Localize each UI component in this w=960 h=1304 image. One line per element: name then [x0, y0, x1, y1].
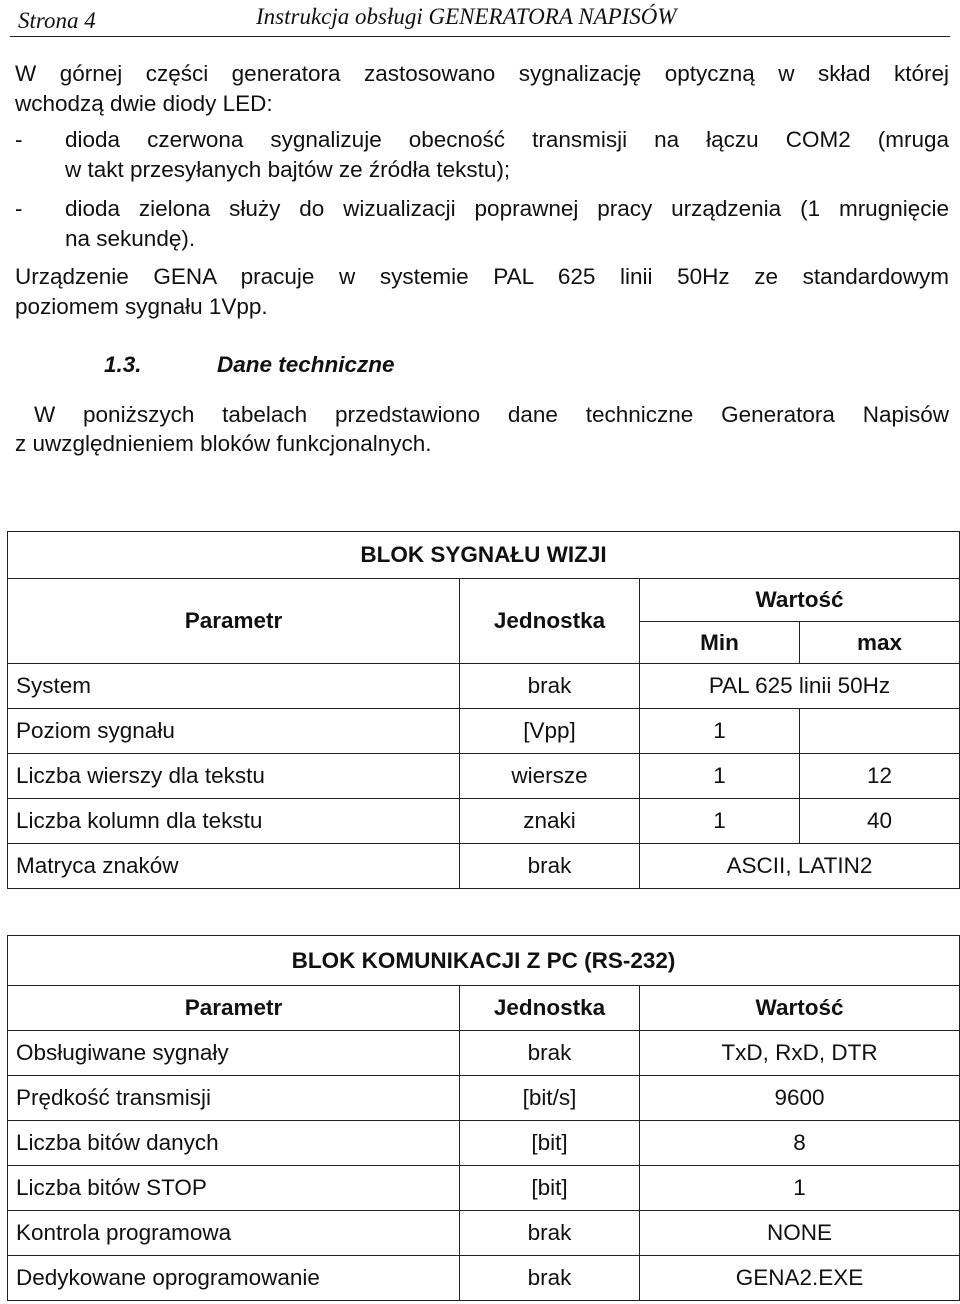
table-row	[8, 1121, 960, 1166]
table-row	[8, 664, 960, 709]
section-number: 1.3.	[104, 352, 142, 377]
row-unit: brak	[460, 664, 640, 709]
row-param: Obsługiwane sygnały	[8, 1031, 460, 1076]
bullet-dash: -	[15, 127, 23, 152]
row-param: Dedykowane oprogramowanie	[8, 1256, 460, 1301]
row-unit: znaki	[460, 799, 640, 844]
intro-line-1: W górnej części generatora zastosowano sygnalizację optyczną w skład której	[15, 61, 949, 86]
row-unit: brak	[460, 1256, 640, 1301]
table-caption: BLOK KOMUNIKACJI Z PC (RS-232)	[8, 936, 960, 986]
header-max: max	[800, 622, 960, 664]
intro-line-2: wchodzą dwie diody LED:	[15, 91, 273, 116]
row-unit: brak	[460, 1211, 640, 1256]
row-value: 8	[640, 1121, 960, 1166]
bullet-red-led-line-2: w takt przesyłanych bajtów ze źródła tekstu);	[65, 157, 511, 182]
row-param: System	[8, 664, 460, 709]
row-unit: [bit/s]	[460, 1076, 640, 1121]
row-unit: [bit]	[460, 1166, 640, 1211]
row-unit: brak	[460, 1031, 640, 1076]
rs232-block-table	[7, 935, 960, 1301]
row-param: Liczba wierszy dla tekstu	[8, 754, 460, 799]
header-min: Min	[640, 622, 800, 664]
table-row	[8, 1211, 960, 1256]
table-row	[8, 709, 960, 754]
bullet-green-led-line-2: na sekundę).	[65, 226, 196, 251]
row-unit: [bit]	[460, 1121, 640, 1166]
header-param: Parametr	[8, 986, 460, 1031]
row-param: Matryca znaków	[8, 844, 460, 889]
table-row	[8, 754, 960, 799]
section-desc-line-1: W poniższych tabelach przedstawiono dane techniczne Generatora Napisów	[34, 402, 949, 427]
table-row	[8, 1076, 960, 1121]
row-value: ASCII, LATIN2	[640, 844, 960, 889]
row-param: Kontrola programowa	[8, 1211, 460, 1256]
row-value: 9600	[640, 1076, 960, 1121]
row-param: Poziom sygnału	[8, 709, 460, 754]
row-param: Liczba kolumn dla tekstu	[8, 799, 460, 844]
bullet-dash: -	[15, 196, 23, 221]
system-line-2: poziomem sygnału 1Vpp.	[15, 294, 268, 319]
header-param: Parametr	[8, 579, 460, 664]
header-unit: Jednostka	[460, 579, 640, 664]
row-min: 1	[640, 799, 800, 844]
row-min: 1	[640, 754, 800, 799]
table-row	[8, 1256, 960, 1301]
row-max: 12	[800, 754, 960, 799]
row-unit: wiersze	[460, 754, 640, 799]
table-row	[8, 844, 960, 889]
bullet-red-led-line-1: dioda czerwona sygnalizuje obecność transmisji na łączu COM2 (mruga	[65, 127, 949, 152]
page-number: Strona 4	[18, 8, 96, 33]
row-param: Prędkość transmisji	[8, 1076, 460, 1121]
system-line-1: Urządzenie GENA pracuje w systemie PAL 625 linii 50Hz ze standardowym	[15, 264, 949, 289]
signal-block-table	[7, 531, 960, 889]
row-value: TxD, RxD, DTR	[640, 1031, 960, 1076]
header-unit: Jednostka	[460, 986, 640, 1031]
row-param: Liczba bitów STOP	[8, 1166, 460, 1211]
bullet-green-led-line-1: dioda zielona służy do wizualizacji poprawnej pracy urządzenia (1 mrugnięcie	[65, 196, 949, 221]
row-max	[800, 709, 960, 754]
section-title: Dane techniczne	[217, 352, 395, 377]
table-row	[8, 1166, 960, 1211]
table-caption: BLOK SYGNAŁU WIZJI	[8, 532, 960, 579]
row-value: GENA2.EXE	[640, 1256, 960, 1301]
row-param: Liczba bitów danych	[8, 1121, 460, 1166]
section-desc-line-2: z uwzględnieniem bloków funkcjonalnych.	[15, 431, 432, 456]
row-max: 40	[800, 799, 960, 844]
header-value: Wartość	[640, 579, 960, 622]
row-unit: [Vpp]	[460, 709, 640, 754]
manual-title: Instrukcja obsługi GENERATORA NAPISÓW	[256, 4, 677, 29]
row-value: 1	[640, 1166, 960, 1211]
row-min: 1	[640, 709, 800, 754]
page-header	[10, 0, 950, 37]
table-row	[8, 799, 960, 844]
row-value: PAL 625 linii 50Hz	[640, 664, 960, 709]
row-value: NONE	[640, 1211, 960, 1256]
table-row	[8, 1031, 960, 1076]
row-unit: brak	[460, 844, 640, 889]
header-value: Wartość	[640, 986, 960, 1031]
